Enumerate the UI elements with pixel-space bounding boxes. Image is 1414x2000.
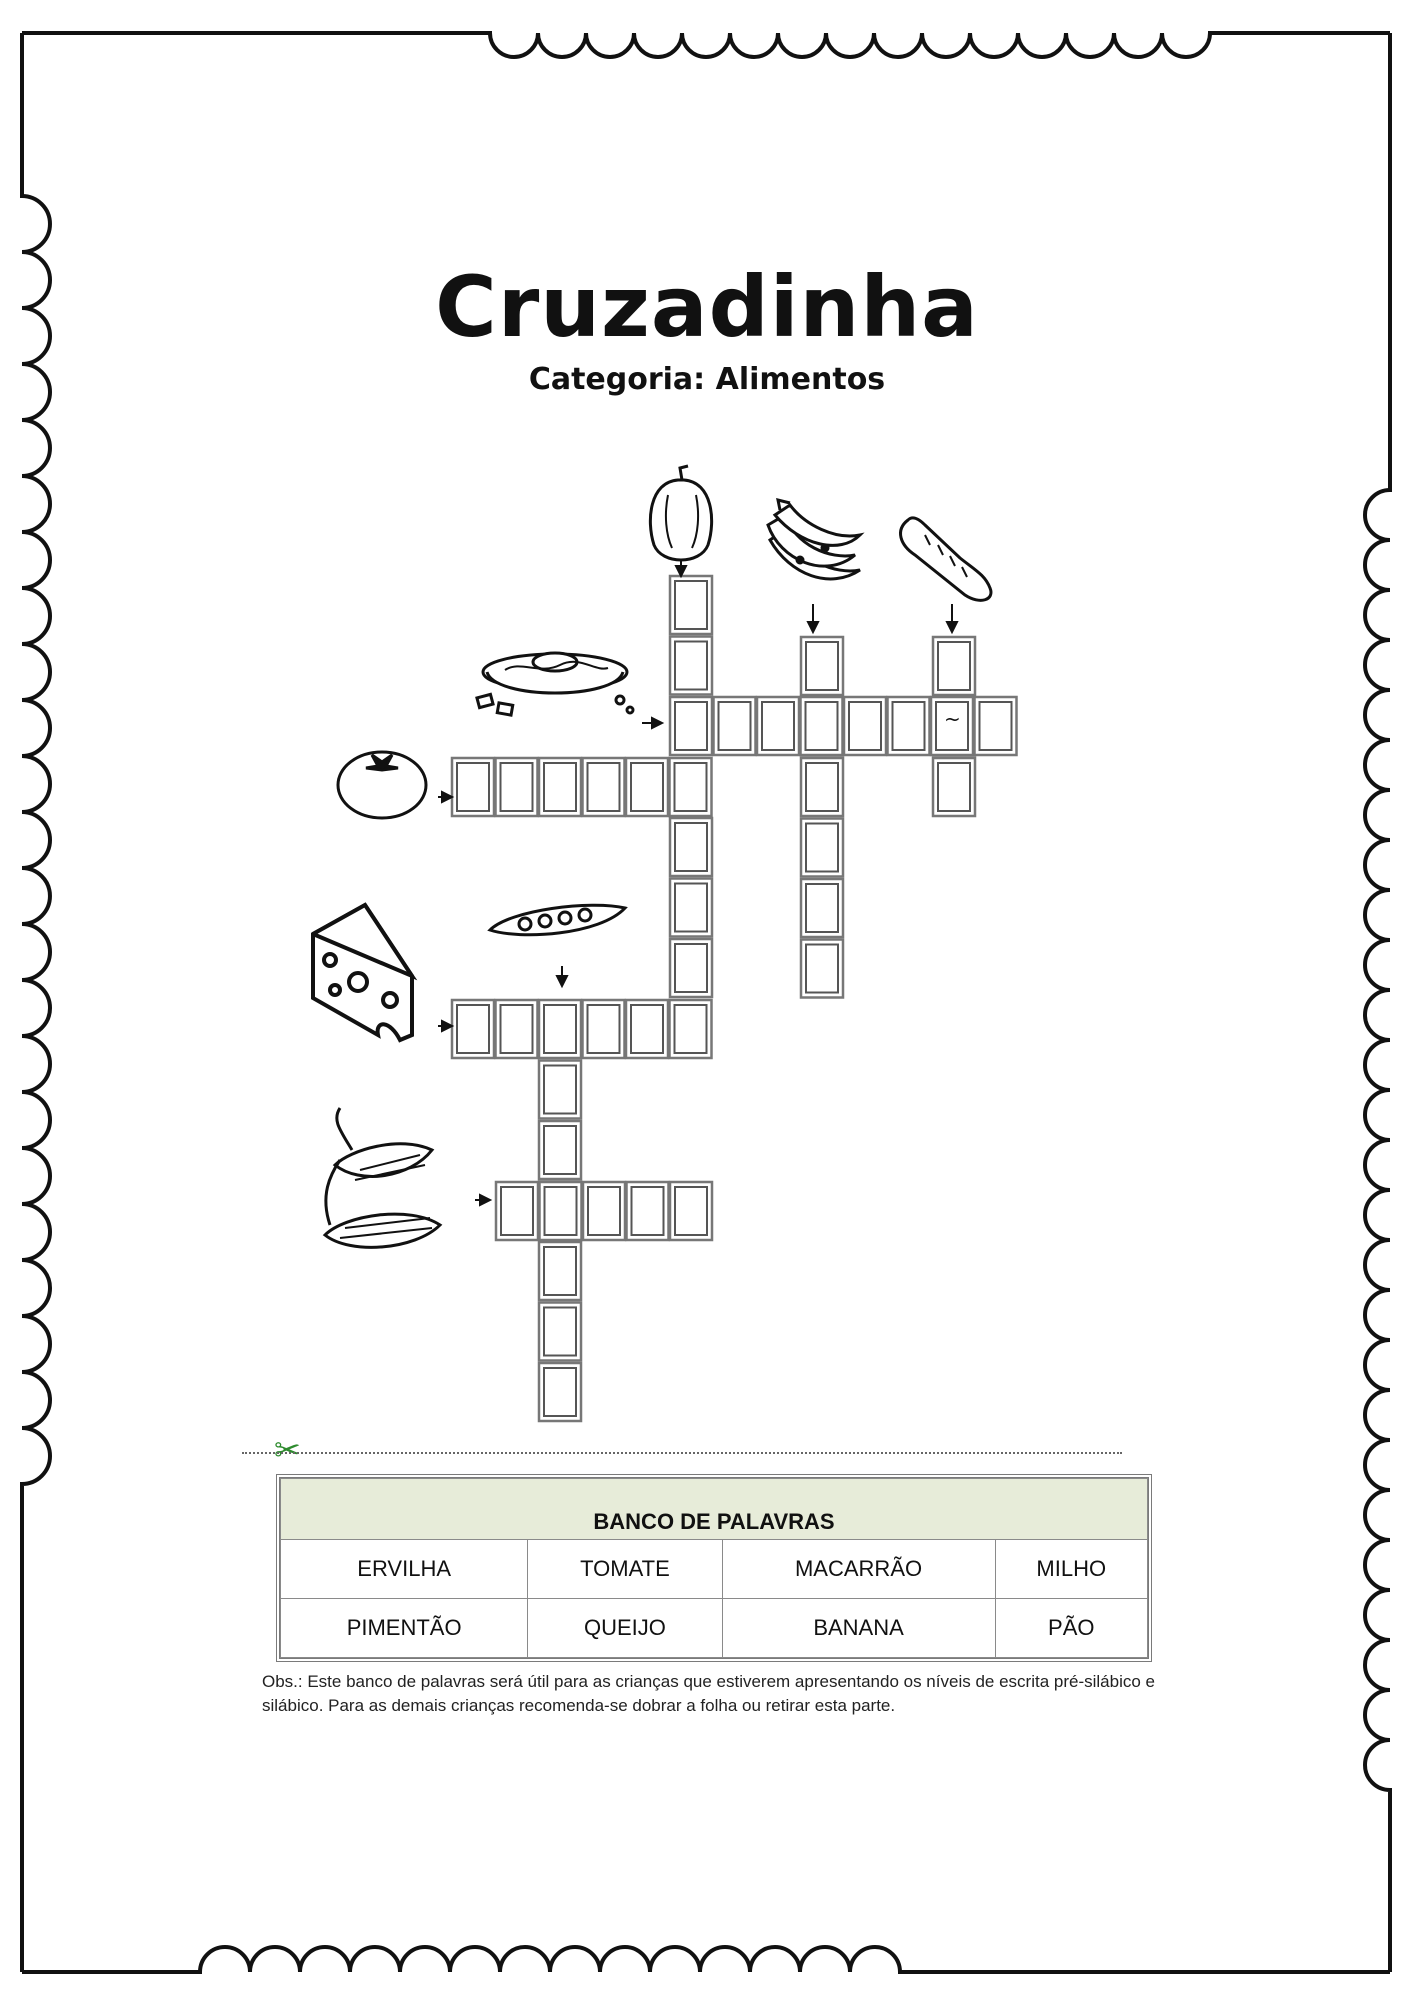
crossword-cell[interactable]	[670, 939, 712, 997]
corn-cobs-icon	[325, 1108, 440, 1247]
crossword-cells	[452, 576, 1017, 1421]
word-bank-cell: PIMENTÃO	[281, 1599, 528, 1658]
word-bank-cell: BANANA	[722, 1599, 995, 1658]
crossword-cell[interactable]	[626, 1000, 668, 1058]
crossword-cell[interactable]	[670, 818, 712, 876]
word-bank-cell: ERVILHA	[281, 1540, 528, 1599]
crossword-cell[interactable]	[452, 1000, 494, 1058]
crossword-cell[interactable]	[626, 758, 668, 816]
crossword-cell[interactable]	[539, 1363, 581, 1421]
crossword-cell[interactable]	[801, 819, 843, 877]
crossword-cell[interactable]	[757, 697, 799, 755]
crossword-cell[interactable]	[583, 1182, 625, 1240]
word-bank-cell: QUEIJO	[528, 1599, 722, 1658]
crossword-cell[interactable]	[714, 697, 756, 755]
page-subtitle: Categoria: Alimentos	[528, 362, 886, 397]
pea-pod-icon	[490, 905, 625, 935]
crossword-cell[interactable]	[496, 1182, 538, 1240]
crossword-cell[interactable]	[670, 576, 712, 634]
crossword-cell[interactable]	[496, 1000, 538, 1058]
pasta-dish-icon	[477, 653, 633, 715]
crossword-cell[interactable]	[801, 637, 843, 695]
crossword-cell[interactable]	[539, 1303, 581, 1361]
bread-loaf-icon	[901, 518, 991, 600]
crossword-cell[interactable]	[583, 1000, 625, 1058]
crossword-cell[interactable]	[539, 1000, 581, 1058]
crossword-cell[interactable]	[888, 697, 930, 755]
crossword-cell[interactable]	[539, 1242, 581, 1300]
crossword-cell[interactable]	[801, 697, 843, 755]
page-title: Cruzadinha	[435, 258, 979, 356]
crossword-cell[interactable]	[670, 1000, 712, 1058]
bell-pepper-icon	[650, 466, 711, 560]
crossword-cell[interactable]	[539, 758, 581, 816]
word-bank-cell: TOMATE	[528, 1540, 722, 1599]
crossword-cell[interactable]	[540, 1182, 582, 1240]
crossword-cell[interactable]	[670, 637, 712, 695]
crossword-cell[interactable]	[670, 758, 712, 816]
word-bank-heading: BANCO DE PALAVRAS	[281, 1479, 1148, 1540]
crossword-cell[interactable]	[452, 758, 494, 816]
crossword-cell[interactable]	[801, 758, 843, 816]
word-bank-cell: MACARRÃO	[722, 1540, 995, 1599]
crossword-cell[interactable]	[670, 1182, 712, 1240]
crossword-cell[interactable]	[933, 758, 975, 816]
word-bank-cell: PÃO	[995, 1599, 1147, 1658]
word-bank-cell: MILHO	[995, 1540, 1147, 1599]
crossword-cell[interactable]	[539, 1121, 581, 1179]
cut-line	[242, 1452, 1122, 1454]
crossword-cell[interactable]	[975, 697, 1017, 755]
crossword-cell[interactable]	[844, 697, 886, 755]
tomato-icon	[338, 752, 426, 818]
scissors-icon: ✂	[274, 1431, 301, 1469]
crossword-cell[interactable]	[539, 1061, 581, 1119]
crossword-cell[interactable]	[801, 940, 843, 998]
cheese-wedge-icon	[313, 905, 412, 1040]
observation-note: Obs.: Este banco de palavras será útil para as crianças que estiverem apresentando os níveis de escrita pré-silábico e silábico. Para as demais crianças recomenda-se dobrar a folha ou retirar esta parte.	[262, 1672, 1155, 1715]
tilde-mark: ~	[944, 707, 961, 731]
crossword-cell[interactable]	[670, 879, 712, 937]
bananas-icon	[768, 500, 860, 579]
crossword-cell[interactable]	[670, 697, 712, 755]
crossword-cell[interactable]	[627, 1182, 669, 1240]
crossword-cell[interactable]	[933, 637, 975, 695]
crossword-cell[interactable]	[583, 758, 625, 816]
crossword-cell[interactable]	[496, 758, 538, 816]
crossword-cell[interactable]	[801, 879, 843, 937]
word-bank	[276, 1474, 1152, 1662]
